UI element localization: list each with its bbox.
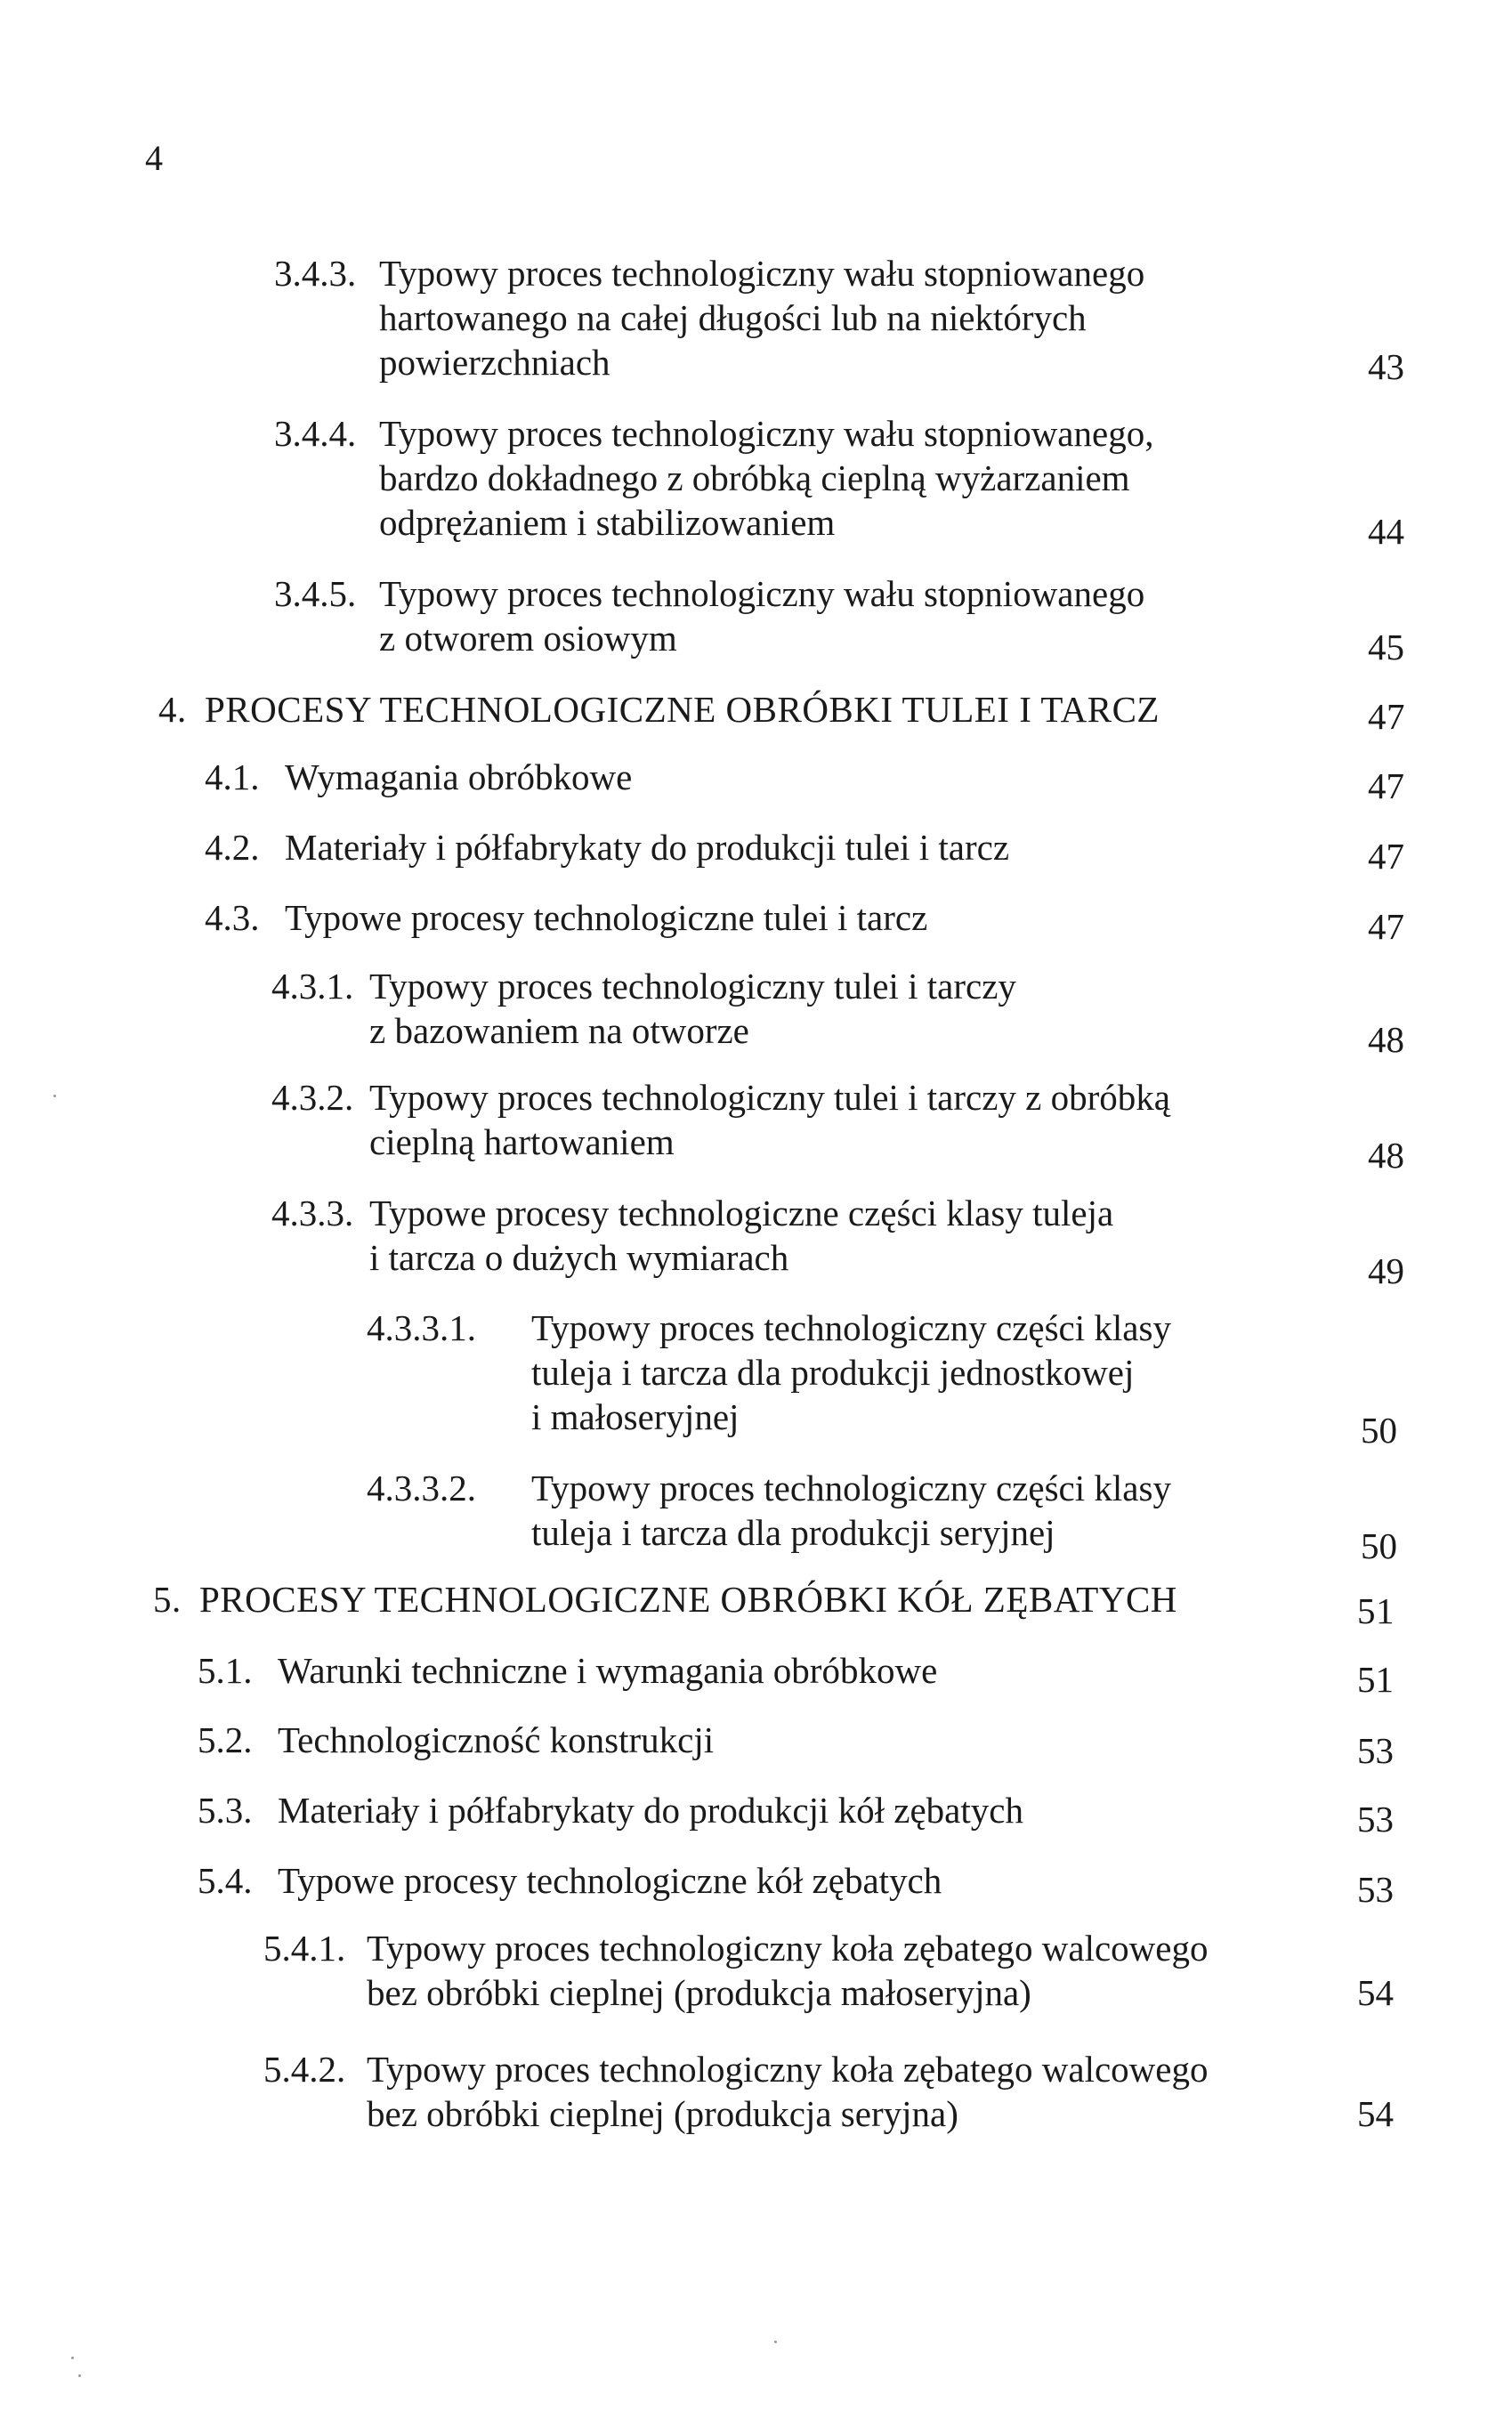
toc-entry-number: 4.3.3.1. [367, 1307, 476, 1348]
toc-entry-4-3-1 [271, 964, 1437, 1060]
toc-entry-page: 50 [1361, 1525, 1397, 1566]
toc-chapter-5 [153, 1577, 1426, 1631]
toc-entry-title: Materiały i półfabrykaty do produkcji kół zębatych [278, 1790, 1023, 1831]
toc-entry-number: 4.2. [205, 827, 260, 868]
scan-speck [53, 1095, 56, 1097]
toc-entry-page: 45 [1368, 627, 1404, 667]
toc-entry-page: 48 [1368, 1135, 1404, 1176]
toc-entry-4-3-3-1 [367, 1306, 1435, 1451]
toc-entry-page: 51 [1357, 1590, 1395, 1631]
toc-entry-title: Materiały i półfabrykaty do produkcji tulei i tarcz [285, 827, 1010, 868]
scan-speck [78, 2374, 81, 2377]
toc-entry-number: 4.3.3. [271, 1193, 354, 1233]
toc-chapter-4 [158, 687, 1431, 736]
toc-entry-4-2 [205, 825, 1433, 877]
toc-entry-number: 4. [158, 689, 187, 730]
toc-entry-4-1 [205, 755, 1433, 804]
toc-entry-number: 5.2. [198, 1719, 253, 1760]
toc-entry-number: 5.4. [198, 1860, 253, 1901]
toc-entry-title: Typowy proces technologiczny koła zębatego walcowego bez obróbki cieplnej (produkcja seryjna) [367, 2049, 1209, 2134]
toc-entry-number: 5.1. [198, 1650, 253, 1691]
toc-entry-title: Typowy proces technologiczny koła zębatego walcowego bez obróbki cieplnej (produkcja małoseryjna) [367, 1928, 1209, 2013]
toc-entry-number: 4.1. [205, 756, 260, 797]
toc-entry-5-3 [198, 1788, 1426, 1840]
toc-entry-title: Wymagania obróbkowe [285, 756, 633, 797]
scan-speck [71, 2357, 74, 2359]
toc-entry-page: 43 [1368, 346, 1404, 387]
toc-entry-page: 47 [1368, 696, 1405, 737]
toc-entry-page: 48 [1368, 1019, 1404, 1060]
toc-entry-title: Typowy proces technologiczny tulei i tarczy z obróbką cieplną hartowaniem [369, 1077, 1170, 1162]
toc-entry-3-4-4 [274, 411, 1431, 552]
toc-entry-4-3-2 [271, 1075, 1437, 1176]
toc-entry-number: 5.3. [198, 1790, 253, 1831]
toc-entry-title: Typowe procesy technologiczne części klasy tuleja i tarcza o dużych wymiarach [369, 1193, 1114, 1278]
toc-entry-page: 53 [1357, 1869, 1394, 1910]
toc-entry-number: 4.3.3.2. [367, 1468, 476, 1508]
toc-entry-5-2 [198, 1718, 1426, 1771]
toc-entry-5-4-1 [263, 1926, 1429, 2015]
toc-entry-title: Typowy proces technologiczny tulei i tarczy z bazowaniem na otworze [369, 966, 1016, 1051]
toc-entry-4-3 [205, 895, 1433, 947]
toc-entry-page: 50 [1361, 1410, 1397, 1451]
toc-entry-3-4-5 [274, 571, 1431, 667]
toc-entry-3-4-3 [274, 251, 1431, 387]
toc-entry-page: 47 [1368, 765, 1404, 806]
toc-entry-5-4-2 [263, 2047, 1429, 2136]
toc-entry-number: 4.3.2. [271, 1077, 354, 1118]
toc-entry-title: Typowy proces technologiczny części klasy tuleja i tarcza dla produkcji seryjnej [531, 1468, 1171, 1553]
toc-entry-title: PROCESY TECHNOLOGICZNE OBRÓBKI KÓŁ ZĘBATYCH [199, 1579, 1177, 1620]
toc-entry-page: 49 [1368, 1250, 1404, 1291]
scan-speck [774, 2341, 777, 2343]
toc-entry-title: Typowy proces technologiczny wału stopniowanego z otworem osiowym [379, 573, 1145, 659]
toc-entry-number: 3.4.5. [274, 573, 357, 614]
toc-entry-title: Typowe procesy technologiczne tulei i tarcz [285, 897, 928, 938]
toc-entry-5-1 [198, 1648, 1426, 1700]
toc-entry-page: 51 [1357, 1659, 1394, 1700]
toc-entry-number: 3.4.4. [274, 413, 357, 454]
toc-entry-title: Typowy proces technologiczny wału stopniowanego hartowanego na całej długości lub na niektórych powierzchniach [379, 253, 1145, 383]
toc-entry-title: Technologiczność konstrukcji [278, 1719, 715, 1760]
toc-entry-page: 47 [1368, 906, 1404, 947]
toc-entry-number: 5.4.1. [263, 1928, 346, 1969]
toc-entry-number: 3.4.3. [274, 253, 357, 294]
page-number: 4 [145, 138, 163, 178]
toc-entry-5-4 [198, 1858, 1426, 1910]
toc-entry-number: 5. [153, 1579, 182, 1620]
toc-entry-page: 53 [1357, 1799, 1394, 1840]
toc-entry-4-3-3-2 [367, 1466, 1435, 1566]
toc-entry-page: 54 [1357, 1972, 1394, 2013]
toc-entry-title: Warunki techniczne i wymagania obróbkowe [278, 1650, 938, 1691]
toc-entry-number: 4.3.1. [271, 966, 354, 1007]
toc-entry-title: Typowy proces technologiczny części klasy tuleja i tarcza dla produkcji jednostkowej i małoseryjnej [531, 1307, 1171, 1437]
toc-entry-title: Typowe procesy technologiczne kół zębatych [278, 1860, 942, 1901]
toc-entry-number: 5.4.2. [263, 2049, 346, 2090]
toc-entry-page: 47 [1368, 836, 1404, 877]
toc-entry-page: 44 [1368, 511, 1404, 552]
toc-entry-title: PROCESY TECHNOLOGICZNE OBRÓBKI TULEI I TARCZ [205, 689, 1160, 730]
toc-entry-number: 4.3. [205, 897, 260, 938]
toc-entry-4-3-3 [271, 1191, 1437, 1291]
toc-entry-title: Typowy proces technologiczny wału stopniowanego, bardzo dokładnego z obróbką cieplną wyżarzaniem odprężaniem i stabilizowaniem [379, 413, 1154, 543]
toc-entry-page: 53 [1357, 1730, 1394, 1771]
toc-entry-page: 54 [1357, 2093, 1394, 2134]
